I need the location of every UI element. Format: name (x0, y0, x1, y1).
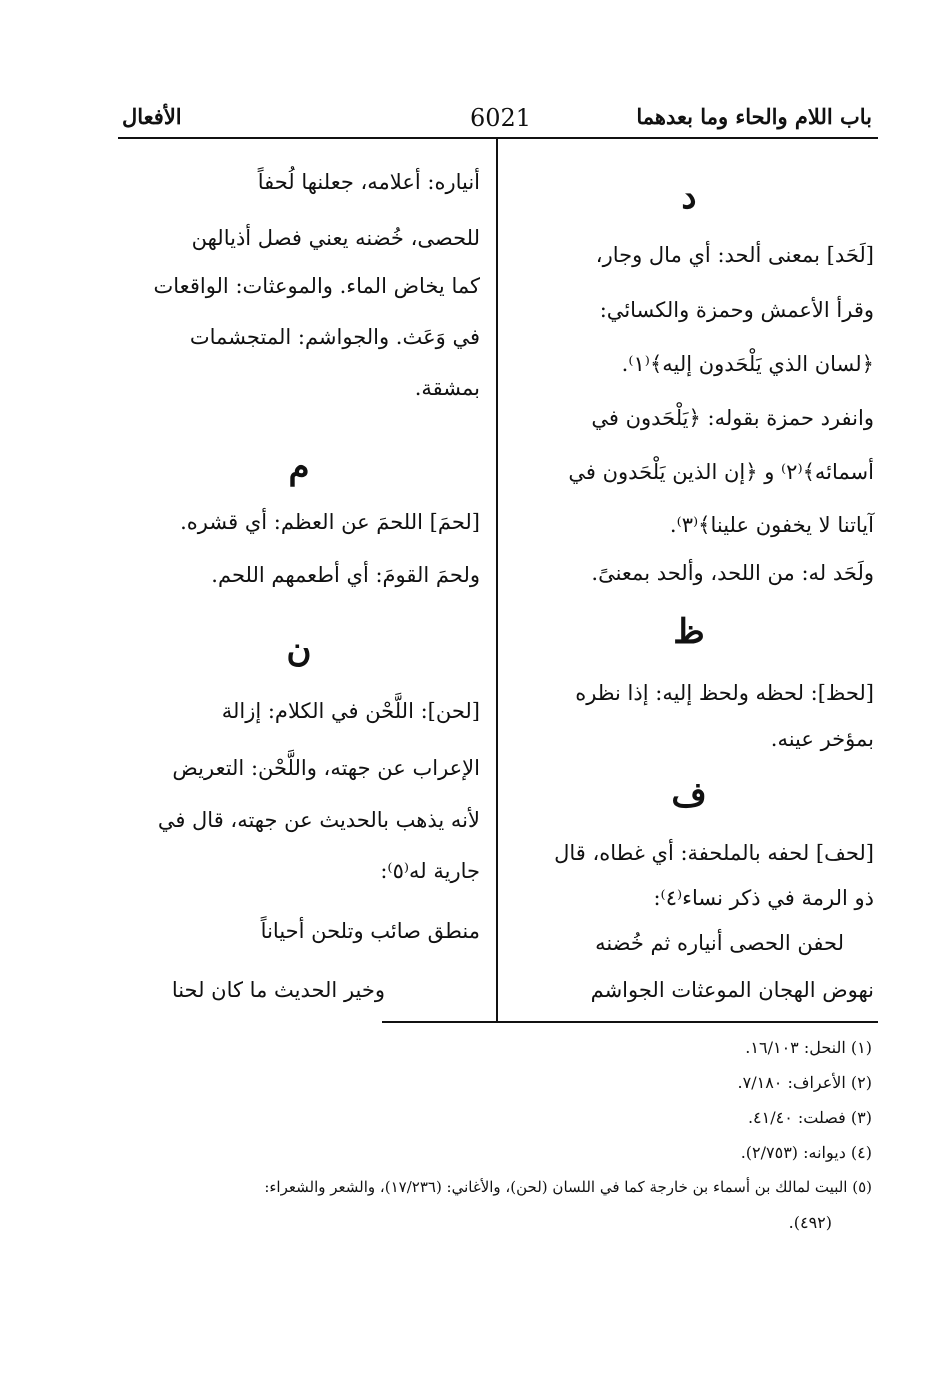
letter-heading-dal: د (681, 177, 697, 217)
entry-lahan-line: لأنه يذهب بالحديث عن جهته، قال في (157, 808, 480, 832)
entry-lahad-line: أسمائه﴾⁽٢⁾ و ﴿إن الذين يَلْحَدون في (568, 460, 874, 484)
letter-heading-nun: ن (286, 630, 312, 670)
footnote: (١) النحل: ١٦/١٠٣. (745, 1038, 872, 1057)
left-column (118, 0, 480, 1020)
letter-heading-mim: م (288, 447, 310, 487)
page-number: 6021 (470, 104, 532, 132)
letter-heading-fa: ف (671, 775, 707, 815)
chapter-title: باب اللام والحاء وما بعدهما (636, 104, 872, 129)
entry-lahad-line: [لَحَد] بمعنى ألحد: أي مال وجار، (595, 243, 874, 267)
entry-lahaf-line: ذو الرمة في ذكر نساء⁽٤⁾: (653, 886, 874, 910)
entry-lahad-line: وانفرد حمزة بقوله: ﴿يَلْحَدون في (591, 406, 874, 430)
entry-laham-line: ولحمَ القومَ: أي أطعمهم اللحم. (211, 563, 480, 587)
continued-text-line: أنياره: أعلامه، جعلنها لُحفاً (257, 170, 480, 194)
entry-lahaz-line: [لحظ]: لحظه ولحظ إليه: إذا نظره (575, 681, 874, 705)
poem-line: لحفن الحصى أنياره ثم خُضنه (595, 931, 844, 955)
poem-line: نهوض الهجان الموعثات الجواشم (590, 978, 874, 1002)
continued-text-line: في وَعَث. والجواشم: المتجشمات (189, 325, 480, 349)
footnote-rule (382, 1021, 878, 1023)
poem-line: منطق صائب وتلحن أحياناً (260, 919, 480, 943)
entry-lahad-line: ولَحَد له: من اللحد، وألحد بمعنىً. (591, 561, 874, 585)
footnote: (٥) البيت لمالك بن أسماء بن خارجة كما في اللسان (لحن)، والأغاني: (١٧/٢٣٦)، والشعر والشعراء: (264, 1178, 872, 1196)
entry-lahan-line: [لحن]: اللَّحْن في الكلام: إزالة (221, 699, 480, 723)
footnote: (٤) ديوانه: (٢/٧٥٣). (740, 1143, 872, 1162)
poem-line: وخير الحديث ما كان لحنا (171, 978, 385, 1002)
column-divider (496, 139, 498, 1021)
entry-lahad-line: ﴿لسان الذي يَلْحَدون إليه﴾⁽١⁾. (621, 352, 874, 376)
entry-lahan-line: الإعراب عن جهته، واللَّحْن: التعريض (172, 756, 480, 780)
footnotes (72, 1040, 872, 1240)
continued-text-line: للحصى، خُضنه يعني فصل أذيالهن (191, 226, 480, 250)
entry-lahad-line: آياتنا لا يخفون علينا﴾⁽٣⁾. (669, 513, 874, 537)
continued-text-line: بمشقة. (414, 376, 480, 400)
entry-lahaz-line: بمؤخر عينه. (770, 727, 874, 751)
footnote-continuation: (٤٩٢). (788, 1213, 832, 1232)
entry-lahad-line: وقرأ الأعمش وحمزة والكسائي: (599, 298, 874, 322)
footnote: (٢) الأعراف: ٧/١٨٠. (737, 1073, 872, 1092)
letter-heading-za: ظ (673, 612, 705, 652)
right-column (504, 0, 874, 1020)
section-title: الأفعال (122, 104, 182, 129)
footnote: (٣) فصلت: ٤١/٤٠. (747, 1108, 872, 1127)
entry-lahaf-line: [لحف] لحفه بالملحفة: أي غطاه، قال (554, 841, 874, 865)
continued-text-line: كما يخاض الماء. والموعثات: الواقعات (153, 274, 480, 298)
entry-laham-line: [لحمَ] اللحمَ عن العظم: أي قشره. (180, 510, 480, 534)
entry-lahan-line: جارية له⁽٥⁾: (380, 859, 480, 883)
